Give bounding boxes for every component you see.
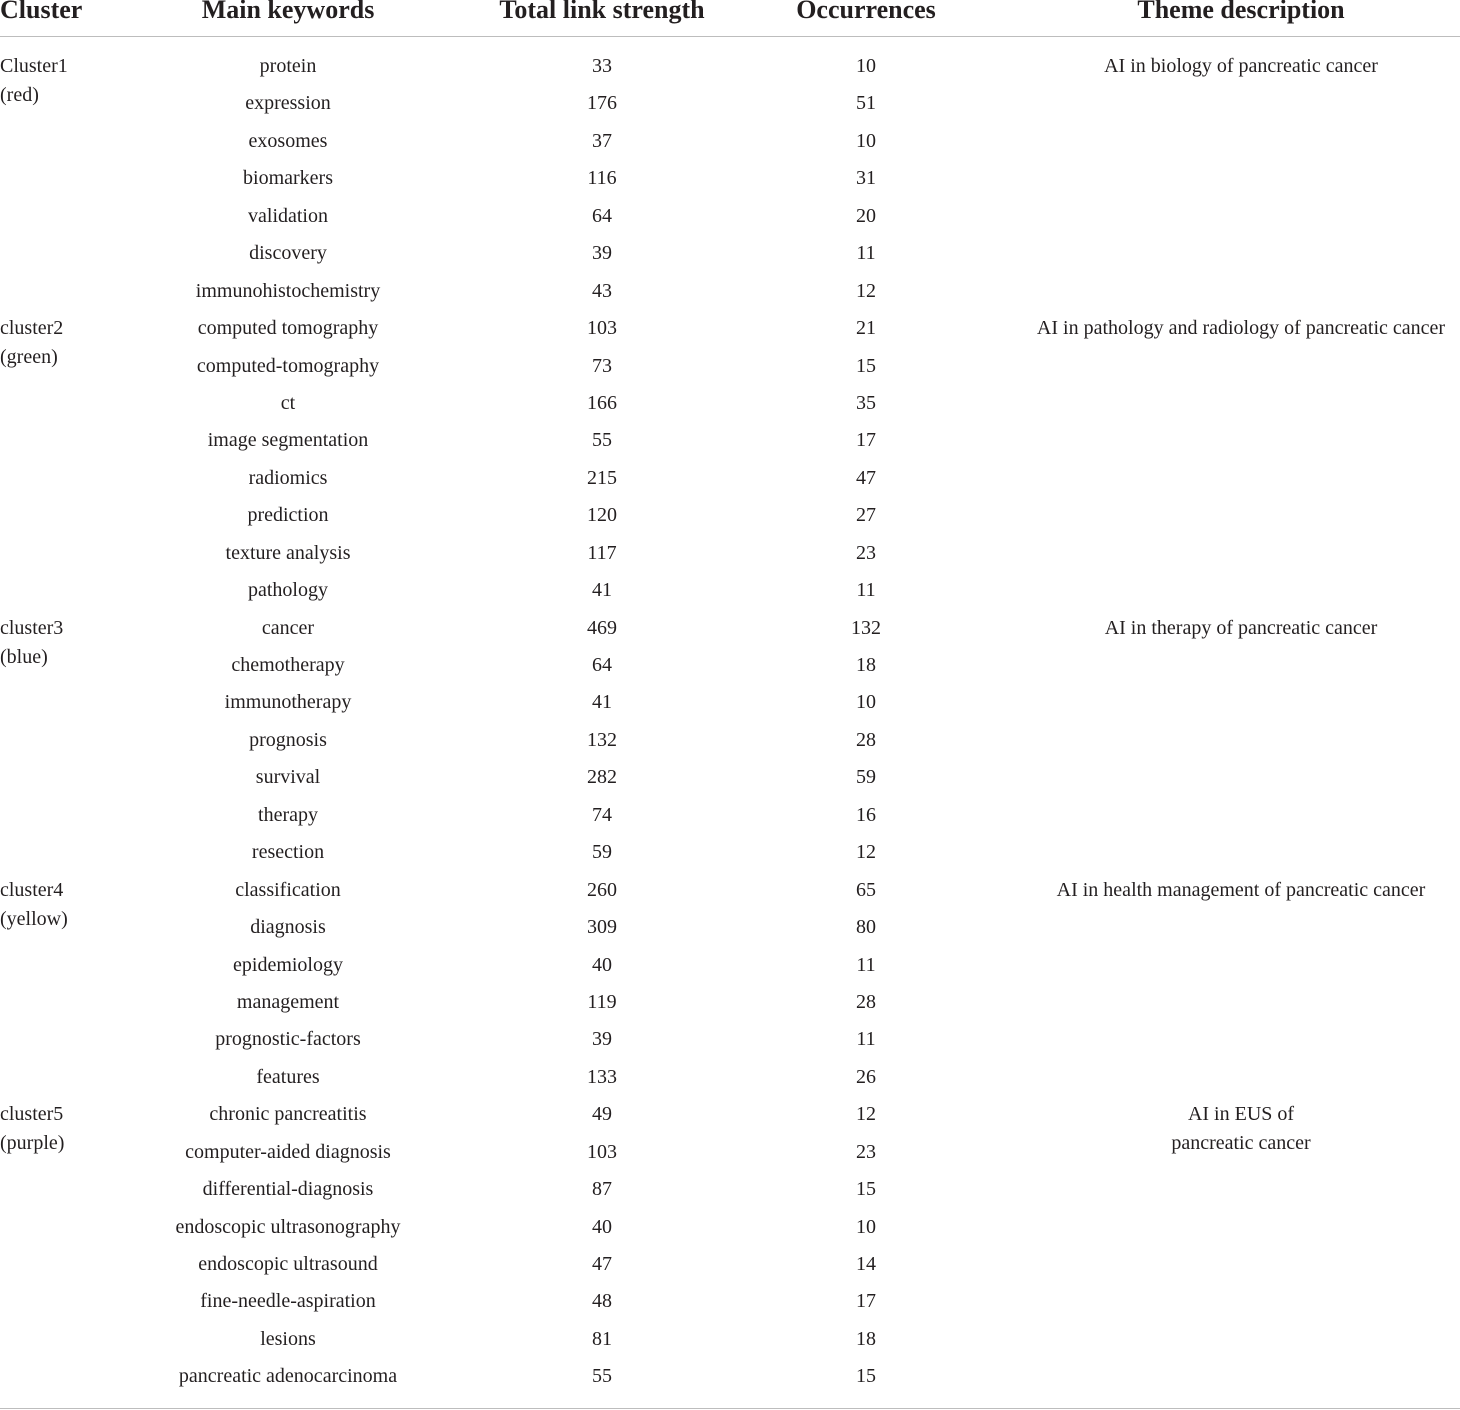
link-strength-cell: 49: [592, 1103, 612, 1126]
link-strength-cell: 132: [587, 728, 617, 751]
keyword-cell: protein: [259, 55, 317, 77]
occurrences-cell: 18: [856, 654, 876, 676]
table-row: [0, 310, 1460, 347]
keyword-cell: biomarkers: [243, 167, 333, 190]
table-row: [0, 460, 1460, 497]
keyword-cell: chronic pancreatitis: [209, 1103, 367, 1126]
link-strength-cell: 469: [587, 616, 617, 639]
link-strength-cell: 59: [592, 841, 612, 864]
link-strength-cell: 87: [592, 1178, 612, 1201]
keyword-cell: prediction: [247, 504, 329, 527]
link-strength-cell: 39: [592, 1028, 612, 1051]
cluster-group: [0, 872, 1460, 1097]
link-strength-cell: 103: [587, 1140, 617, 1163]
table-row: [0, 1209, 1460, 1246]
keyword-cell: pancreatic adenocarcinoma: [178, 1365, 398, 1388]
occurrences-cell: 16: [856, 803, 876, 826]
keyword-cell: features: [256, 1065, 320, 1088]
table-row: [0, 1134, 1460, 1171]
keyword-cell: image segmentation: [207, 429, 369, 452]
table-row: [0, 684, 1460, 721]
occurrences-cell: 14: [856, 1253, 876, 1275]
occurrences-cell: 80: [856, 916, 876, 939]
table-body: [0, 48, 1460, 1396]
keyword-cell: immunotherapy: [224, 691, 352, 714]
table-row: [0, 1358, 1460, 1395]
table-row: [0, 123, 1460, 160]
link-strength-cell: 33: [592, 55, 612, 77]
link-strength-cell: 40: [592, 1215, 612, 1238]
occurrences-cell: 20: [856, 204, 876, 227]
table-row: [0, 947, 1460, 984]
occurrences-cell: 10: [856, 129, 876, 152]
table-row: [0, 797, 1460, 834]
link-strength-cell: 133: [587, 1065, 617, 1088]
occurrences-cell: 11: [856, 953, 876, 976]
cluster-color: (red): [0, 84, 39, 106]
link-strength-cell: 41: [592, 579, 612, 602]
link-strength-cell: 55: [592, 1365, 612, 1388]
table-row: [0, 1059, 1460, 1096]
link-strength-cell: 116: [587, 167, 617, 190]
keyword-cell: ct: [280, 391, 296, 414]
cluster-name: cluster2: [0, 317, 64, 340]
occurrences-cell: 17: [856, 429, 876, 452]
link-strength-cell: 39: [592, 242, 612, 265]
link-strength-cell: 74: [592, 803, 612, 826]
occurrences-cell: 21: [856, 317, 876, 340]
table-row: [0, 198, 1460, 235]
occurrences-cell: 10: [856, 1215, 876, 1238]
occurrences-cell: 31: [856, 167, 876, 190]
theme-line: AI in pathology and radiology of pancreatic cancer: [1036, 317, 1446, 340]
table-row: [0, 497, 1460, 534]
link-strength-cell: 43: [592, 279, 612, 302]
link-strength-cell: 64: [592, 654, 612, 676]
keyword-cell: discovery: [249, 242, 327, 265]
table-bottom-rule: [0, 1408, 1460, 1409]
cluster-color: (purple): [0, 1132, 65, 1155]
header-occurrences: Occurrences: [796, 0, 936, 24]
table-row: [0, 872, 1460, 909]
keyword-cell: survival: [255, 766, 321, 789]
table-row: [0, 160, 1460, 197]
occurrences-cell: 47: [856, 466, 876, 489]
table-row: [0, 610, 1460, 647]
keyword-cell: diagnosis: [250, 916, 326, 939]
keyword-cell: exosomes: [248, 129, 328, 152]
cluster-group: [0, 1096, 1460, 1396]
occurrences-cell: 17: [856, 1290, 876, 1313]
table-row: [0, 1283, 1460, 1320]
link-strength-cell: 120: [587, 504, 617, 527]
table-row: [0, 235, 1460, 272]
table-row: [0, 647, 1460, 684]
keyword-cell: epidemiology: [233, 953, 343, 976]
keyword-cell: cancer: [261, 616, 315, 639]
occurrences-cell: 28: [856, 990, 876, 1013]
cluster-name: cluster3: [0, 616, 64, 639]
keyword-cell: management: [236, 990, 340, 1013]
keyword-cell: computer-aided diagnosis: [185, 1140, 391, 1163]
table-row: [0, 984, 1460, 1021]
occurrences-cell: 12: [856, 1103, 876, 1126]
keyword-cell: radiomics: [248, 466, 328, 489]
occurrences-cell: 132: [851, 616, 881, 639]
occurrences-cell: 12: [856, 841, 876, 864]
table-row: [0, 909, 1460, 946]
theme-line: pancreatic cancer: [1171, 1132, 1311, 1155]
occurrences-cell: 65: [856, 878, 876, 901]
table-row: [0, 1171, 1460, 1208]
keyword-cell: differential-diagnosis: [202, 1178, 374, 1201]
occurrences-cell: 51: [856, 92, 876, 115]
table-row: [0, 48, 1460, 85]
theme-line: AI in EUS of: [1187, 1103, 1295, 1126]
keyword-cell: chemotherapy: [231, 654, 345, 676]
keyword-cell: resection: [251, 841, 325, 864]
link-strength-cell: 64: [592, 204, 612, 227]
table-row: [0, 385, 1460, 422]
occurrences-cell: 10: [856, 691, 876, 714]
link-strength-cell: 55: [592, 429, 612, 452]
link-strength-cell: 48: [592, 1290, 612, 1313]
occurrences-cell: 15: [856, 1178, 876, 1201]
occurrences-cell: 35: [856, 391, 876, 414]
keyword-cell: therapy: [258, 803, 318, 826]
table-row: [0, 422, 1460, 459]
table-row: [0, 85, 1460, 122]
keyword-cell: endoscopic ultrasound: [198, 1253, 378, 1275]
cluster-group: [0, 48, 1460, 310]
link-strength-cell: 176: [587, 92, 617, 115]
table-row: [0, 834, 1460, 871]
table-row: [0, 572, 1460, 609]
keyword-cell: expression: [245, 92, 331, 115]
occurrences-cell: 11: [856, 1028, 876, 1051]
occurrences-cell: 28: [856, 728, 876, 751]
table-row: [0, 722, 1460, 759]
theme-line: AI in biology of pancreatic cancer: [1104, 55, 1378, 77]
link-strength-cell: 215: [587, 466, 617, 489]
link-strength-cell: 119: [587, 990, 617, 1013]
link-strength-cell: 40: [592, 953, 612, 976]
header-total-link-strength: Total link strength: [499, 0, 705, 24]
keyword-cell: lesions: [260, 1327, 316, 1350]
link-strength-cell: 282: [587, 766, 617, 789]
table-row: [0, 273, 1460, 310]
cluster-color: (yellow): [0, 907, 68, 930]
header-main-keywords: Main keywords: [201, 0, 375, 24]
occurrences-cell: 15: [856, 354, 876, 377]
table-row: [0, 1246, 1460, 1283]
occurrences-cell: 59: [856, 766, 876, 789]
link-strength-cell: 117: [587, 541, 617, 564]
occurrences-cell: 10: [856, 55, 876, 77]
keyword-cell: computed-tomography: [196, 354, 380, 377]
occurrences-cell: 23: [856, 1140, 876, 1163]
occurrences-cell: 18: [856, 1327, 876, 1350]
link-strength-cell: 309: [587, 916, 617, 939]
cluster-color: (green): [0, 346, 58, 369]
occurrences-cell: 11: [856, 242, 876, 265]
occurrences-cell: 12: [856, 279, 876, 302]
cluster-name: cluster4: [0, 878, 64, 901]
table-header: [0, 0, 1460, 37]
keyword-cell: classification: [235, 878, 341, 901]
keyword-cell: prognosis: [249, 728, 327, 751]
occurrences-cell: 23: [856, 541, 876, 564]
theme-line: AI in health management of pancreatic cancer: [1056, 878, 1426, 901]
cluster-name: Cluster1: [0, 55, 68, 77]
cluster-name: cluster5: [0, 1103, 64, 1126]
occurrences-cell: 27: [856, 504, 876, 527]
keyword-cell: fine-needle-aspiration: [200, 1290, 376, 1313]
table-row: [0, 535, 1460, 572]
keyword-cell: texture analysis: [225, 541, 351, 564]
cluster-group: [0, 610, 1460, 872]
table-row: [0, 759, 1460, 796]
cluster-color: (blue): [0, 645, 48, 668]
link-strength-cell: 81: [592, 1327, 612, 1350]
table-row: [0, 348, 1460, 385]
header-theme-description: Theme description: [1137, 0, 1345, 24]
cluster-group: [0, 310, 1460, 610]
link-strength-cell: 37: [592, 129, 612, 152]
link-strength-cell: 166: [587, 391, 617, 414]
keyword-cell: endoscopic ultrasonography: [175, 1215, 401, 1238]
link-strength-cell: 103: [587, 317, 617, 340]
header-cluster: Cluster: [0, 0, 83, 24]
keyword-cell: computed tomography: [197, 317, 379, 340]
table-row: [0, 1096, 1460, 1133]
link-strength-cell: 73: [592, 354, 612, 377]
keyword-cell: validation: [248, 204, 328, 227]
table-row: [0, 1021, 1460, 1058]
keyword-cell: immunohistochemistry: [195, 279, 381, 302]
occurrences-cell: 26: [856, 1065, 876, 1088]
keyword-cell: pathology: [248, 579, 328, 602]
link-strength-cell: 260: [587, 878, 617, 901]
link-strength-cell: 47: [592, 1253, 612, 1275]
occurrences-cell: 11: [856, 579, 876, 602]
occurrences-cell: 15: [856, 1365, 876, 1388]
table-row: [0, 1321, 1460, 1358]
keyword-cell: prognostic-factors: [215, 1028, 361, 1051]
theme-line: AI in therapy of pancreatic cancer: [1104, 616, 1378, 639]
link-strength-cell: 41: [592, 691, 612, 714]
